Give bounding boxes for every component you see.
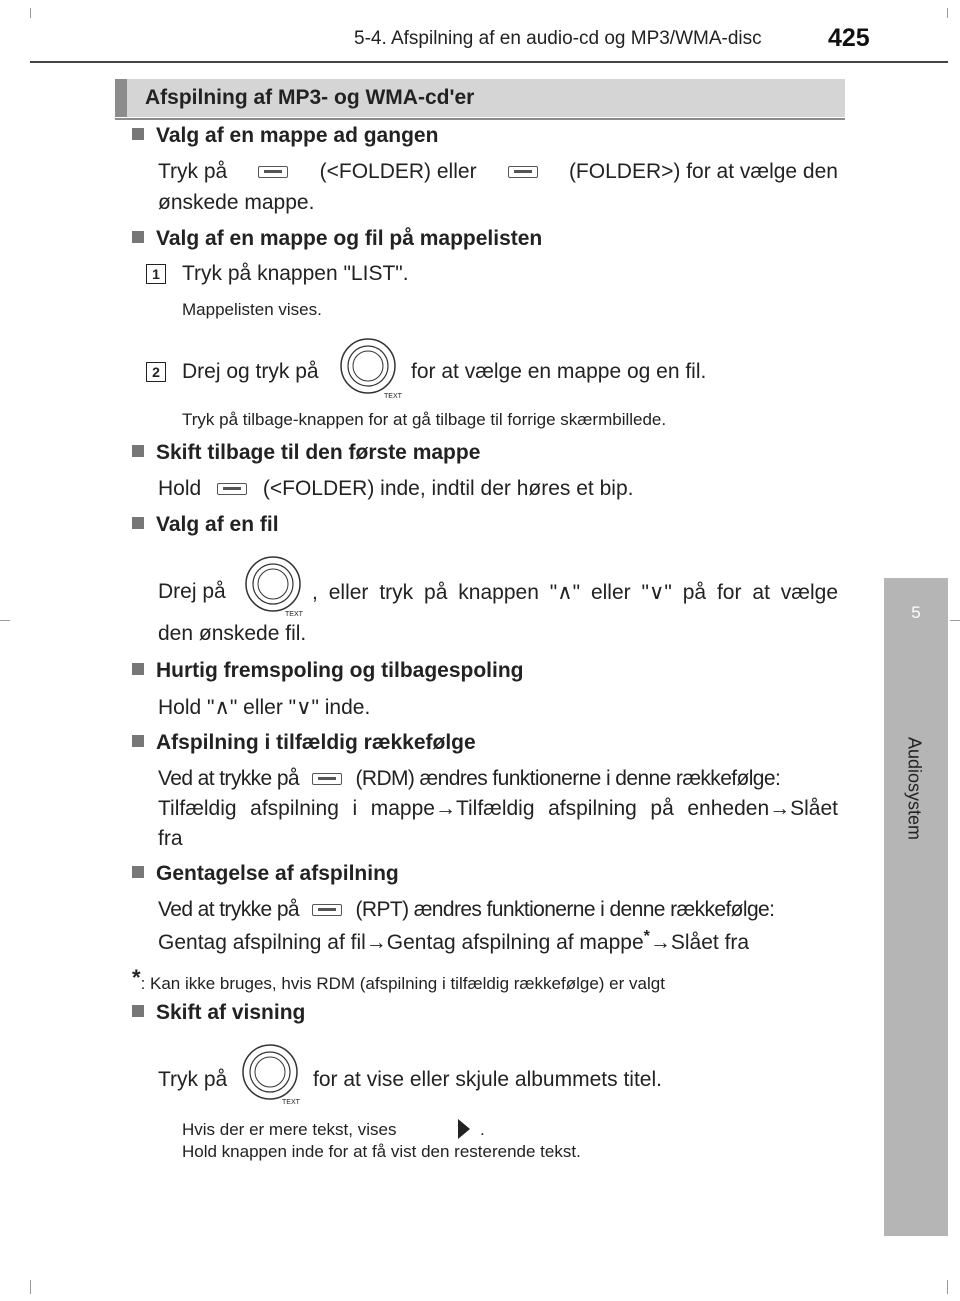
chapter-number: 5 [911, 603, 921, 622]
bullet-square-icon [132, 663, 144, 675]
more-text-arrow-icon [457, 1118, 471, 1140]
text: (RDM) ændres funktionerne i denne rækkefølge: [355, 767, 781, 790]
text: Drej på [158, 580, 226, 603]
section-heading-rule [115, 118, 845, 120]
knob-label: TEXT [282, 1099, 300, 1106]
text: Hold [158, 477, 202, 500]
chapter-tab [884, 578, 948, 1236]
step-note: Mappelisten vises. [182, 300, 322, 319]
text: (<FOLDER) eller [319, 160, 477, 183]
section-heading [115, 79, 845, 117]
subheading-random [132, 731, 476, 755]
knob-label: TEXT [285, 611, 303, 618]
crop-mark [947, 1280, 948, 1294]
subheading-file [132, 513, 279, 537]
footnote-marker: * [643, 928, 650, 945]
chapter-title: Audiosystem [904, 736, 925, 841]
knob-label: TEXT [384, 393, 402, 400]
crop-mark [0, 620, 10, 621]
bullet-square-icon [132, 128, 144, 140]
random-text-line [158, 767, 780, 791]
bullet-square-icon [132, 231, 144, 243]
bullet-square-icon [132, 1005, 144, 1017]
subheading-text: Gentagelse af afspilning [156, 862, 399, 885]
note-text: . [480, 1120, 485, 1139]
subheading-display [132, 1001, 305, 1025]
subheading-ff-rew [132, 659, 524, 683]
text: den ønskede fil. [158, 622, 307, 645]
step-number: 1 [146, 264, 166, 284]
folder-prev-button-icon [217, 483, 247, 495]
bullet-square-icon [132, 735, 144, 747]
subheading-repeat [132, 862, 399, 886]
folder-next-button-icon [508, 166, 538, 178]
footnote-star: * [132, 965, 141, 990]
tune-knob-icon [242, 1042, 302, 1106]
text: (<FOLDER) inde, indtil der høres et bip. [262, 477, 634, 500]
text: (FOLDER>) for at vælge den [568, 160, 838, 183]
folder-text-line [158, 160, 838, 184]
step-number: 2 [146, 362, 166, 382]
text: Gentag afspilning af fil→Gentag afspilning af mappe [158, 931, 644, 954]
page-number: 425 [828, 24, 870, 52]
step-note: Tryk på tilbage-knappen for at gå tilbage til forrige skærmbillede. [182, 410, 667, 429]
repeat-text-line [158, 898, 774, 922]
folder-prev-button-icon [258, 166, 288, 178]
text: ønskede mappe. [158, 191, 315, 214]
step-text: for at vælge en mappe og en fil. [411, 360, 707, 383]
text: , eller tryk på knappen "∧" eller "∨" på for at vælge [312, 581, 838, 604]
subheading-text: Valg af en fil [156, 513, 279, 536]
text: Tilfældig afspilning i mappe→Tilfældig afspilning på enheden→Slået [158, 797, 838, 820]
repeat-sequence [158, 928, 749, 955]
step-text: Drej og tryk på [182, 360, 319, 383]
rpt-button-icon [312, 904, 342, 916]
subheading-text: Skift tilbage til den første mappe [156, 441, 481, 464]
subheading-folder [132, 124, 438, 148]
subheading-text: Valg af en mappe ad gangen [156, 124, 439, 147]
step-text: Tryk på knappen "LIST". [182, 262, 409, 285]
text: Hold "∧" eller "∨" inde. [158, 696, 371, 719]
text: Tryk på [158, 1068, 228, 1091]
rdm-button-icon [312, 773, 342, 785]
subheading-text: Skift af visning [156, 1001, 306, 1024]
subheading-text: Valg af en mappe og fil på mappelisten [156, 227, 543, 250]
section-title: 5-4. Afspilning af en audio-cd og MP3/WMA-disc [354, 28, 762, 49]
text: for at vise eller skjule albummets titel. [313, 1068, 662, 1091]
bullet-square-icon [132, 517, 144, 529]
section-heading-text: Afspilning af MP3- og WMA-cd'er [145, 86, 475, 109]
text: (RPT) ændres funktionerne i denne rækkefølge: [355, 898, 775, 921]
tune-knob-icon [245, 554, 305, 618]
subheading-first-folder [132, 441, 480, 465]
first-text-line [158, 477, 633, 501]
subheading-text: Hurtig fremspoling og tilbagespoling [156, 659, 524, 682]
text: →Slået fra [649, 931, 750, 954]
note-text: Hold knappen inde for at få vist den resterende tekst. [182, 1142, 581, 1161]
crop-mark [30, 1280, 31, 1294]
footnote [132, 965, 665, 994]
tune-knob-icon [340, 336, 400, 400]
bullet-square-icon [132, 866, 144, 878]
page-header [0, 0, 960, 62]
crop-mark [950, 620, 960, 621]
header-rule [30, 61, 948, 63]
text: fra [158, 827, 183, 850]
bullet-square-icon [132, 445, 144, 457]
note-text: Hvis der er mere tekst, vises [182, 1120, 397, 1139]
subheading-list [132, 227, 542, 251]
text: Ved at trykke på [158, 767, 299, 790]
footnote-text: : Kan ikke bruges, hvis RDM (afspilning i tilfældig rækkefølge) er valgt [140, 974, 665, 993]
subheading-text: Afspilning i tilfældig rækkefølge [156, 731, 476, 754]
text: Tryk på [158, 160, 228, 183]
text: Ved at trykke på [158, 898, 299, 921]
